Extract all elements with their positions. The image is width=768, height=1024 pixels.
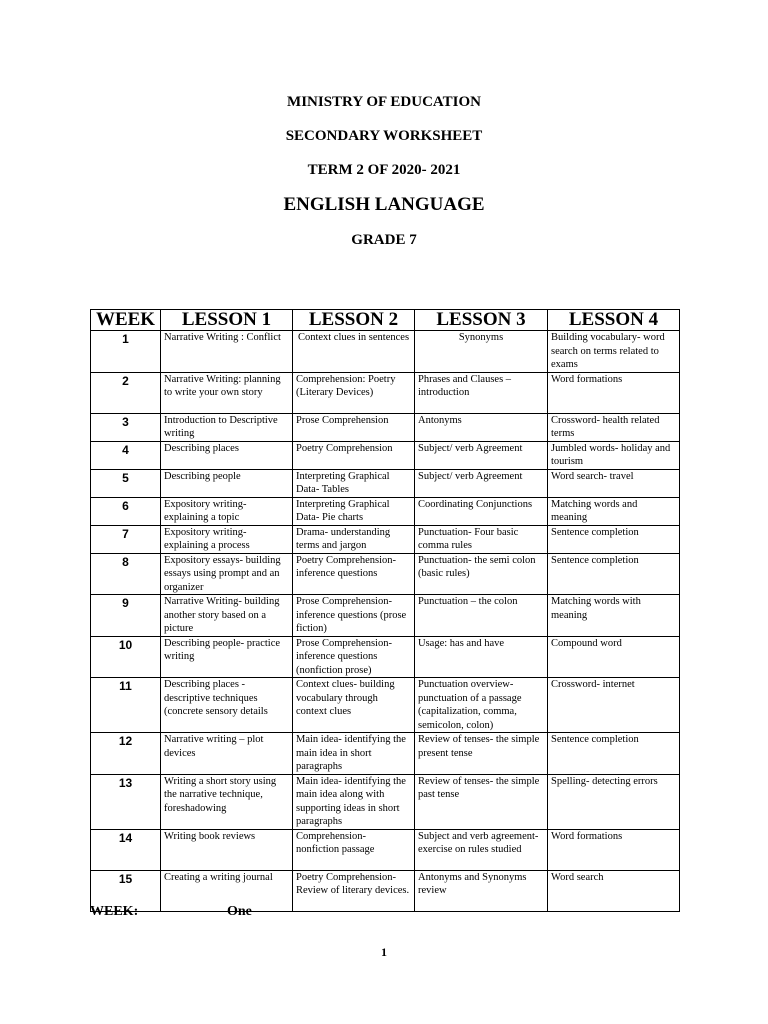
lesson-4-cell: Compound word (548, 636, 680, 678)
lesson-3-cell: Review of tenses- the simple past tense (415, 774, 548, 829)
lesson-4-cell: Matching words and meaning (548, 497, 680, 525)
lesson-2-cell: Comprehension: Poetry (Literary Devices) (293, 372, 415, 413)
lesson-4-cell: Word formations (548, 829, 680, 870)
lesson-3-cell: Usage: has and have (415, 636, 548, 678)
lesson-1-cell: Describing places - descriptive techniques (concrete sensory details (161, 678, 293, 733)
table-row (91, 678, 680, 733)
week-label: WEEK: (90, 904, 139, 919)
lesson-3-cell: Synonyms (415, 331, 548, 373)
table-row (91, 441, 680, 469)
page-number: 1 (381, 945, 387, 959)
week-cell: 8 (91, 553, 161, 595)
lesson-2-cell: Poetry Comprehension (293, 441, 415, 469)
lesson-2-cell: Main idea- identifying the main idea along with supporting ideas in short paragraphs (293, 774, 415, 829)
lesson-3-cell: Phrases and Clauses – introduction (415, 372, 548, 413)
lesson-3-cell: Punctuation- Four basic comma rules (415, 525, 548, 553)
lesson-1-cell: Introduction to Descriptive writing (161, 413, 293, 441)
lesson-4-cell: Word search (548, 870, 680, 911)
lesson-1-cell: Describing places (161, 441, 293, 469)
lesson-schedule-table (90, 309, 680, 912)
table-row (91, 595, 680, 637)
lesson-2-cell: Prose Comprehension- inference questions (nonfiction prose) (293, 636, 415, 678)
lesson-4-cell: Spelling- detecting errors (548, 774, 680, 829)
column-header-lesson-2: LESSON 2 (293, 310, 415, 331)
lesson-4-cell: Crossword- internet (548, 678, 680, 733)
lesson-1-cell: Narrative writing – plot devices (161, 733, 293, 775)
lesson-3-cell: Coordinating Conjunctions (415, 497, 548, 525)
table-body (91, 331, 680, 912)
lesson-4-cell: Building vocabulary- word search on terms related to exams (548, 331, 680, 373)
lesson-3-cell: Subject/ verb Agreement (415, 441, 548, 469)
table-header-row (91, 310, 680, 331)
worksheet-title: SECONDARY WORKSHEET (285, 128, 483, 144)
table-row (91, 870, 680, 911)
lesson-2-cell: Prose Comprehension- inference questions (prose fiction) (293, 595, 415, 637)
ministry-title: MINISTRY OF EDUCATION (287, 94, 481, 110)
week-cell: 11 (91, 678, 161, 733)
subject-title: ENGLISH LANGUAGE (283, 194, 485, 215)
table-row (91, 469, 680, 497)
week-cell: 10 (91, 636, 161, 678)
week-value: One (227, 904, 252, 919)
lesson-4-cell: Sentence completion (548, 553, 680, 595)
table-row (91, 497, 680, 525)
table-row (91, 331, 680, 373)
lesson-1-cell: Expository writing- explaining a topic (161, 497, 293, 525)
grade-title: GRADE 7 (351, 232, 417, 248)
lesson-3-cell: Antonyms (415, 413, 548, 441)
lesson-4-cell: Sentence completion (548, 733, 680, 775)
lesson-1-cell: Narrative Writing : Conflict (161, 331, 293, 373)
lesson-2-cell: Poetry Comprehension- inference questions (293, 553, 415, 595)
week-cell: 4 (91, 441, 161, 469)
table-row (91, 413, 680, 441)
lesson-1-cell: Describing people- practice writing (161, 636, 293, 678)
week-cell: 13 (91, 774, 161, 829)
lesson-2-cell: Prose Comprehension (293, 413, 415, 441)
lesson-3-cell: Subject and verb agreement- exercise on rules studied (415, 829, 548, 870)
column-header-lesson-4: LESSON 4 (548, 310, 680, 331)
lesson-4-cell: Matching words with meaning (548, 595, 680, 637)
lesson-1-cell: Narrative Writing: planning to write your own story (161, 372, 293, 413)
lesson-2-cell: Interpreting Graphical Data- Tables (293, 469, 415, 497)
table-row (91, 553, 680, 595)
lesson-1-cell: Writing book reviews (161, 829, 293, 870)
lesson-1-cell: Narrative Writing- building another story based on a picture (161, 595, 293, 637)
lesson-1-cell: Expository essays- building essays using prompt and an organizer (161, 553, 293, 595)
week-cell: 15 (91, 870, 161, 911)
lesson-3-cell: Punctuation – the colon (415, 595, 548, 637)
table-row (91, 372, 680, 413)
week-cell: 7 (91, 525, 161, 553)
lesson-3-cell: Punctuation- the semi colon (basic rules) (415, 553, 548, 595)
lesson-3-cell: Antonyms and Synonyms review (415, 870, 548, 911)
column-header-lesson-3: LESSON 3 (415, 310, 548, 331)
lesson-4-cell: Word formations (548, 372, 680, 413)
lesson-2-cell: Drama- understanding terms and jargon (293, 525, 415, 553)
lesson-1-cell: Creating a writing journal (161, 870, 293, 911)
week-cell: 14 (91, 829, 161, 870)
week-cell: 6 (91, 497, 161, 525)
lesson-4-cell: Jumbled words- holiday and tourism (548, 441, 680, 469)
lesson-4-cell: Sentence completion (548, 525, 680, 553)
lesson-3-cell: Subject/ verb Agreement (415, 469, 548, 497)
lesson-1-cell: Describing people (161, 469, 293, 497)
week-cell: 1 (91, 331, 161, 373)
lesson-2-cell: Context clues- building vocabulary through context clues (293, 678, 415, 733)
table-row (91, 525, 680, 553)
column-header-lesson-1: LESSON 1 (161, 310, 293, 331)
lesson-4-cell: Word search- travel (548, 469, 680, 497)
week-cell: 2 (91, 372, 161, 413)
lesson-1-cell: Writing a short story using the narrative technique, foreshadowing (161, 774, 293, 829)
lesson-2-cell: Main idea- identifying the main idea in short paragraphs (293, 733, 415, 775)
lesson-4-cell: Crossword- health related terms (548, 413, 680, 441)
lesson-2-cell: Interpreting Graphical Data- Pie charts (293, 497, 415, 525)
lesson-2-cell: Poetry Comprehension- Review of literary devices. (293, 870, 415, 911)
table-row (91, 829, 680, 870)
lesson-3-cell: Punctuation overview- punctuation of a passage (capitalization, comma, semicolon, colon) (415, 678, 548, 733)
week-cell: 3 (91, 413, 161, 441)
lesson-2-cell: Context clues in sentences (293, 331, 415, 373)
week-cell: 5 (91, 469, 161, 497)
lesson-3-cell: Review of tenses- the simple present tense (415, 733, 548, 775)
table-row (91, 733, 680, 775)
week-cell: 12 (91, 733, 161, 775)
column-header-week: WEEK (91, 310, 161, 331)
week-cell: 9 (91, 595, 161, 637)
term-title: TERM 2 OF 2020- 2021 (307, 162, 461, 178)
lesson-2-cell: Comprehension- nonfiction passage (293, 829, 415, 870)
lesson-1-cell: Expository writing- explaining a process (161, 525, 293, 553)
table-row (91, 774, 680, 829)
table-row (91, 636, 680, 678)
